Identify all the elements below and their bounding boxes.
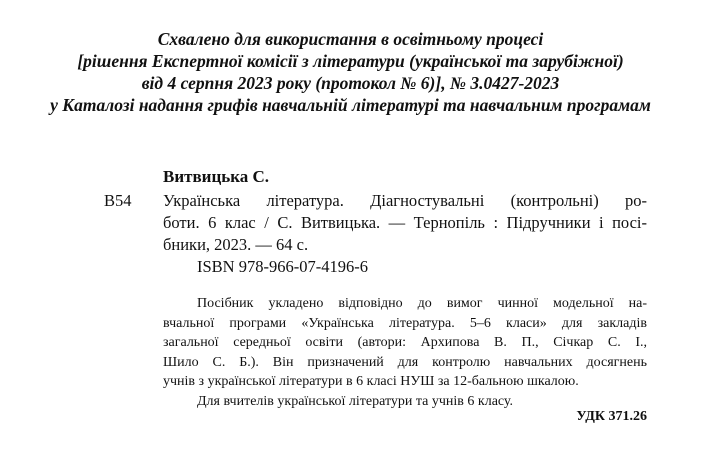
annotation-line: загальної середньої освіти (автори: Архипова В. П., Січкар С. І., xyxy=(163,335,647,351)
approval-line: від 4 серпня 2023 року (протокол № 6)], № 3.0427-2023 xyxy=(141,73,560,93)
isbn: ISBN 978-966-07-4196-6 xyxy=(197,257,368,276)
approval-statement xyxy=(0,28,701,116)
approval-line: [рішення Експертної комісії з літератури (української та зарубіжної) xyxy=(77,51,624,71)
approval-line: у Каталозі надання грифів навчальній літературі та навчальним програмам xyxy=(50,95,651,115)
annotation-line: Шило С. Б.). Він призначений для контролю навчальних досягнень xyxy=(163,354,647,370)
catalog-author: Витвицька С. xyxy=(163,167,270,186)
approval-line: Схвалено для використання в освітньому процесі xyxy=(157,29,544,49)
biblio-line: бники, 2023. — 64 с. xyxy=(163,235,309,254)
biblio-line: Українська література. Діагностувальні (контрольні) ро- xyxy=(163,191,647,210)
annotation-audience: Для вчителів української літератури та учнів 6 класу. xyxy=(197,393,514,409)
annotation-line: Посібник укладено відповідно до вимог чинної модельної на- xyxy=(197,296,647,311)
annotation xyxy=(163,294,647,412)
annotation-line: учнів з української літератури в 6 класі НУШ за 12-бальною шкалою. xyxy=(163,374,579,390)
catalog-index: В54 xyxy=(104,191,132,210)
annotation-line: вчальної програми «Українська література. 5–6 класи» для закладів xyxy=(163,315,647,331)
bibliographic-record xyxy=(163,190,647,278)
biblio-line: боти. 6 клас / С. Витвицька. — Тернопіль : Підручники і посі- xyxy=(163,213,647,232)
udk-code: УДК 371.26 xyxy=(576,409,647,424)
